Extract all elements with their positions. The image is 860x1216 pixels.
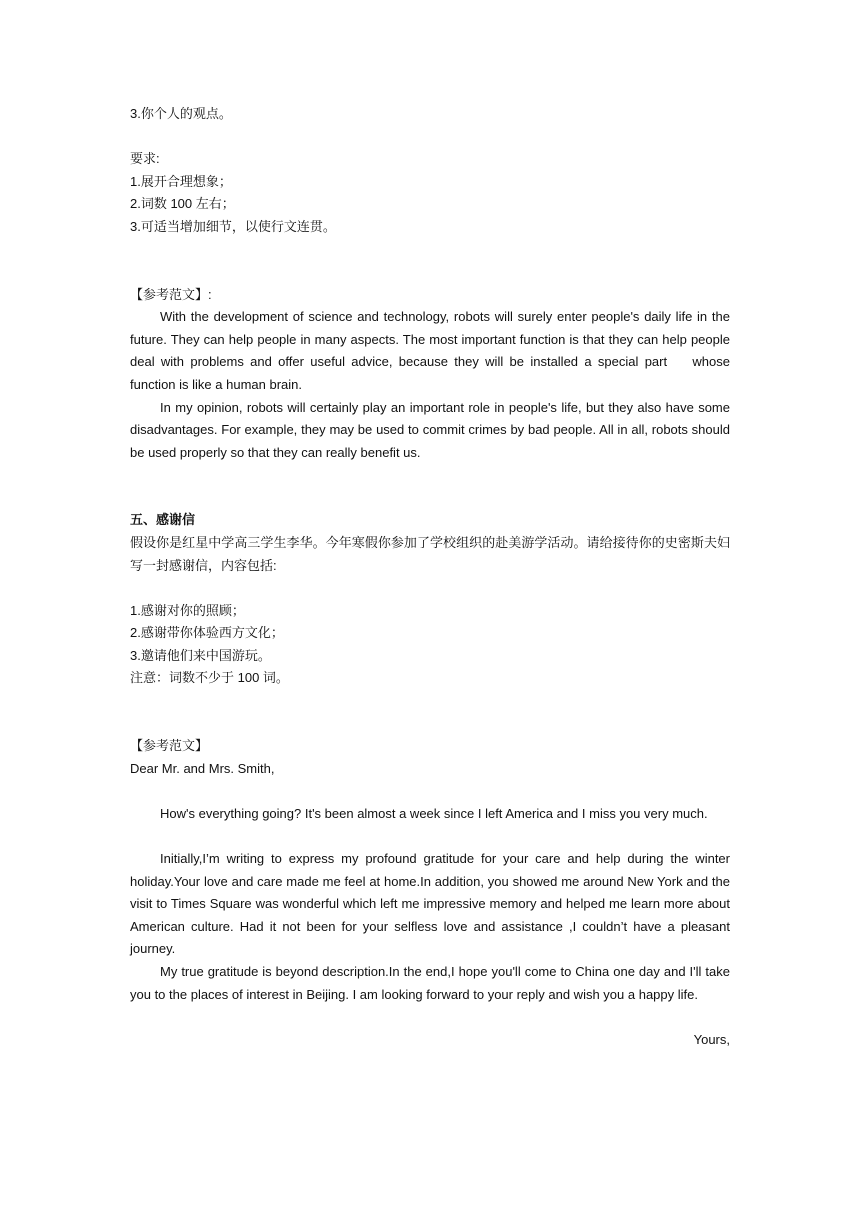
reference-paragraph-1: With the development of science and technology, robots will surely enter people's daily life in the future. They can help people in many aspects. The most important function is that they can help people deal with problems and offer useful advice, because they will be installed a special part whose function is like a human brain. [130,309,730,392]
section-title: 五、感谢信 [130,512,196,528]
task-prompt: 假设你是红星中学高三学生李华。今年寒假你参加了学校组织的赴美游学活动。请给接待你的史密斯夫妇写一封感谢信，内容包括: [130,534,730,573]
reference-paragraph-2: In my opinion, robots will certainly play an important role in people's life, but they also have some disadvantages. For example, they may be used to commit crimes by bad people. All in all, robots should be used properly so that they can really benefit us. [130,399,730,460]
letter-greeting: Dear Mr. and Mrs. Smith, [130,760,275,776]
reference-label: 【参考范文】: [130,286,212,302]
letter-paragraph-2: Initially,I’m writing to express my profound gratitude for your care and help during the winter holiday.Your love and care made me feel at home.In addition, you showed me around New York and the visit to Times Square was wonderful which left me impressive memory and helped me learn more about American culture. Had it not been for your selfless love and assistance ,I couldn’t have a pleasant journey. [130,851,730,957]
letter-paragraph-1: How's everything going? It's been almost a week since I left America and I miss you very much. [160,805,708,821]
requirement-1: 1.展开合理想象； [130,173,232,189]
content-point-3: 3.邀请他们来中国游玩。 [130,647,271,663]
requirements-title: 要求: [130,151,160,167]
reference-label: 【参考范文】 [130,738,209,754]
content-point-1: 1.感谢对你的照顾； [130,602,245,618]
requirement-2: 2.词数 100 左右； [130,196,235,212]
letter-closing: Yours, [693,1031,730,1047]
requirement-point-3: 3.你个人的观点。 [130,106,232,121]
requirement-3: 3.可适当增加细节，以使行文连贯。 [130,218,336,234]
letter-paragraph-3: My true gratitude is beyond description.In the end,I hope you'll come to China one day and I'll take you to the places of interest in Beijing. I am looking forward to your reply and wish you a happy life. [130,964,730,1002]
content-point-2: 2.感谢带你体验西方文化； [130,625,284,641]
word-count-note: 注意：词数不少于 100 词。 [130,670,289,686]
document-page [130,103,730,1051]
